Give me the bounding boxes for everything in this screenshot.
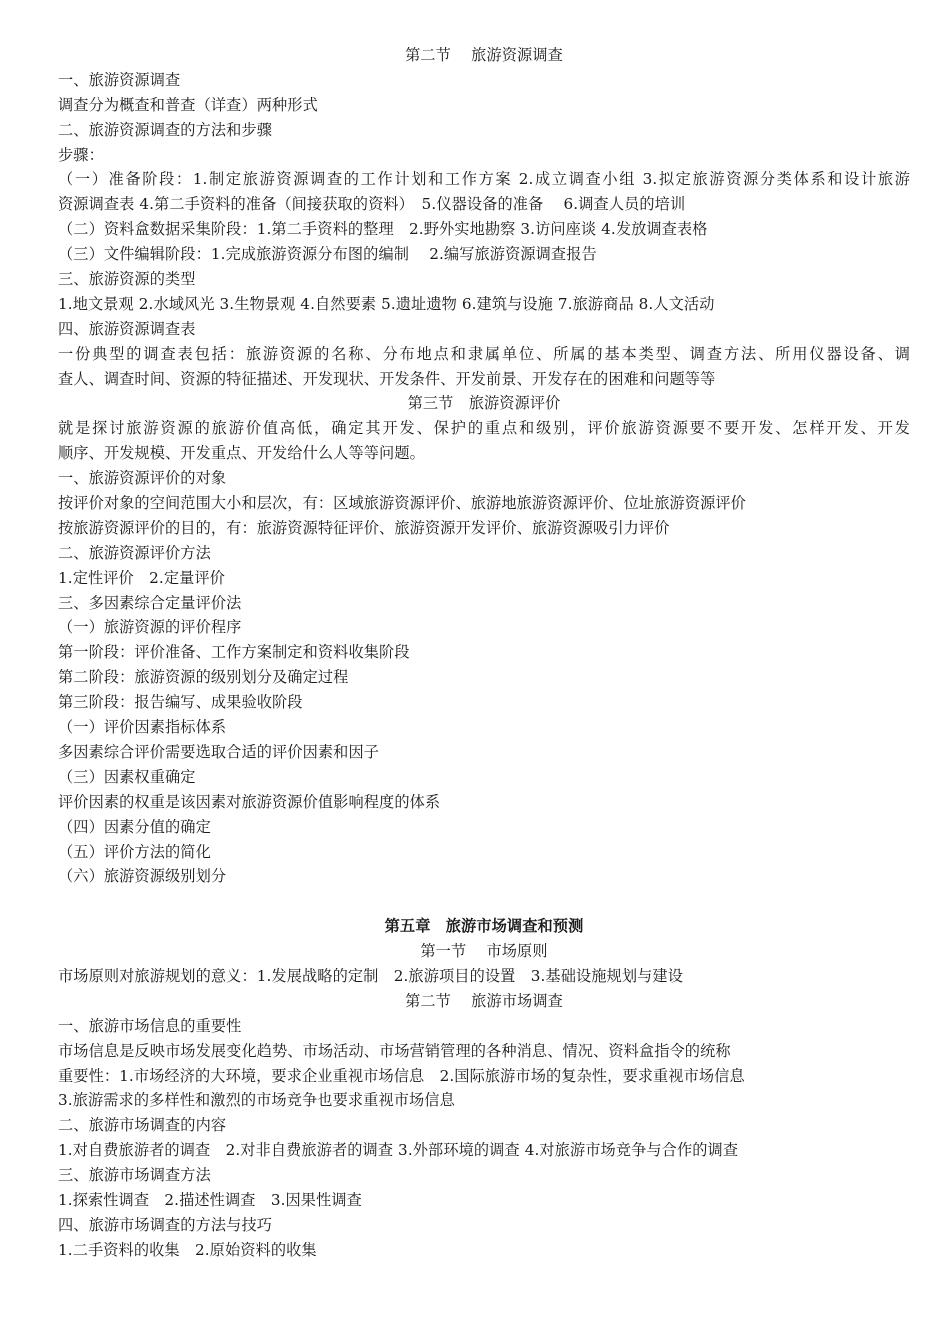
section-heading-2: 第二节 旅游资源调查 [405,46,563,64]
paragraph: （三）因素权重确定 [58,767,196,786]
paragraph: 第一阶段：评价准备、工作方案制定和资料收集阶段 [58,643,410,662]
paragraph: 重要性：1.市场经济的大环境，要求企业重视市场信息 2.国际旅游市场的复杂性，要求重视市场信息 [58,1066,745,1085]
subheading-market-survey-content: 二、旅游市场调查的内容 [58,1116,227,1135]
paragraph: （四）因素分值的确定 [58,817,211,836]
paragraph: 按评价对象的空间范围大小和层次，有：区域旅游资源评价、旅游地旅游资源评价、位址旅游资源评价 [58,494,746,513]
paragraph: 3.旅游需求的多样性和激烈的市场竞争也要求重视市场信息 [58,1091,455,1110]
paragraph: 按旅游资源评价的目的，有：旅游资源特征评价、旅游资源开发评价、旅游资源吸引力评价 [58,518,670,537]
paragraph: 资源调查表 4.第二手资料的准备（间接获取的资料） 5.仪器设备的准备 6.调查人员的培训 [58,195,686,214]
paragraph: 多因素综合评价需要选取合适的评价因素和因子 [58,742,380,761]
section-heading-market-survey: 第二节 旅游市场调查 [405,991,563,1010]
chapter-heading-5: 第五章 旅游市场调查和预测 [384,917,584,936]
section-heading-3: 第三节 旅游资源评价 [407,394,561,413]
subheading-resource-survey: 一、旅游资源调查 [58,70,181,89]
paragraph: 市场原则对旅游规划的意义：1.发展战略的定制 2.旅游项目的设置 3.基础设施规划与建设 [58,966,683,985]
subheading-market-survey-techniques: 四、旅游市场调查的方法与技巧 [58,1215,273,1234]
paragraph: 顺序、开发规模、开发重点、开发给什么人等等问题。 [58,444,425,463]
paragraph: 调查分为概查和普查（详查）两种形式 [58,95,318,114]
section-heading-market-principle: 第一节 市场原则 [420,942,548,961]
paragraph: 1.探索性调查 2.描述性调查 3.因果性调查 [58,1190,362,1209]
subheading-market-survey-methods: 三、旅游市场调查方法 [58,1166,211,1185]
paragraph: 一份典型的调查表包括：旅游资源的名称、分布地点和隶属单位、所属的基本类型、调查方法、所用仪器设备、调 [58,344,910,363]
subheading-market-info: 一、旅游市场信息的重要性 [58,1016,242,1035]
paragraph: 就是探讨旅游资源的旅游价值高低，确定其开发、保护的重点和级别，评价旅游资源要不要开发、怎样开发、开发 [58,419,910,438]
paragraph: 1.对自费旅游者的调查 2.对非自费旅游者的调查 3.外部环境的调查 4.对旅游市场竞争与合作的调查 [58,1141,739,1160]
paragraph: （二）资料盒数据采集阶段：1.第二手资料的整理 2.野外实地勘察 3.访问座谈 4.发放调查表格 [58,220,708,239]
subheading-methods-steps: 二、旅游资源调查的方法和步骤 [58,120,273,139]
subheading-survey-form: 四、旅游资源调查表 [58,319,196,338]
paragraph: 市场信息是反映市场发展变化趋势、市场活动、市场营销管理的各种消息、情况、资料盒指令的统称 [58,1041,731,1060]
subheading-resource-types: 三、旅游资源的类型 [58,270,196,289]
paragraph: 1.二手资料的收集 2.原始资料的收集 [58,1240,317,1259]
subheading-evaluation-methods: 二、旅游资源评价方法 [58,543,211,562]
paragraph: （一）评价因素指标体系 [58,718,227,737]
paragraph: （三）文件编辑阶段：1.完成旅游资源分布图的编制 2.编写旅游资源调查报告 [58,245,597,264]
paragraph: 1.地文景观 2.水域风光 3.生物景观 4.自然要素 5.遗址遗物 6.建筑与设施 7.旅游商品 8.人文活动 [58,294,715,313]
paragraph: 查人、调查时间、资源的特征描述、开发现状、开发条件、开发前景、开发存在的困难和问题等等 [58,369,716,388]
paragraph: （六）旅游资源级别划分 [58,867,227,886]
paragraph: 第三阶段：报告编写、成果验收阶段 [58,693,303,712]
paragraph: 1.定性评价 2.定量评价 [58,568,225,587]
subheading-evaluation-object: 一、旅游资源评价的对象 [58,469,227,488]
paragraph: （一）准备阶段：1.制定旅游资源调查的工作计划和工作方案 2.成立调查小组 3.拟定旅游资源分类体系和设计旅游 [58,170,910,189]
paragraph: （一）旅游资源的评价程序 [58,618,242,637]
paragraph: 步骤： [58,145,104,164]
paragraph: 第二阶段：旅游资源的级别划分及确定过程 [58,668,349,687]
paragraph: （五）评价方法的简化 [58,842,211,861]
subheading-multifactor: 三、多因素综合定量评价法 [58,593,242,612]
spacer [58,889,910,914]
paragraph: 评价因素的权重是该因素对旅游资源价值影响程度的体系 [58,792,441,811]
